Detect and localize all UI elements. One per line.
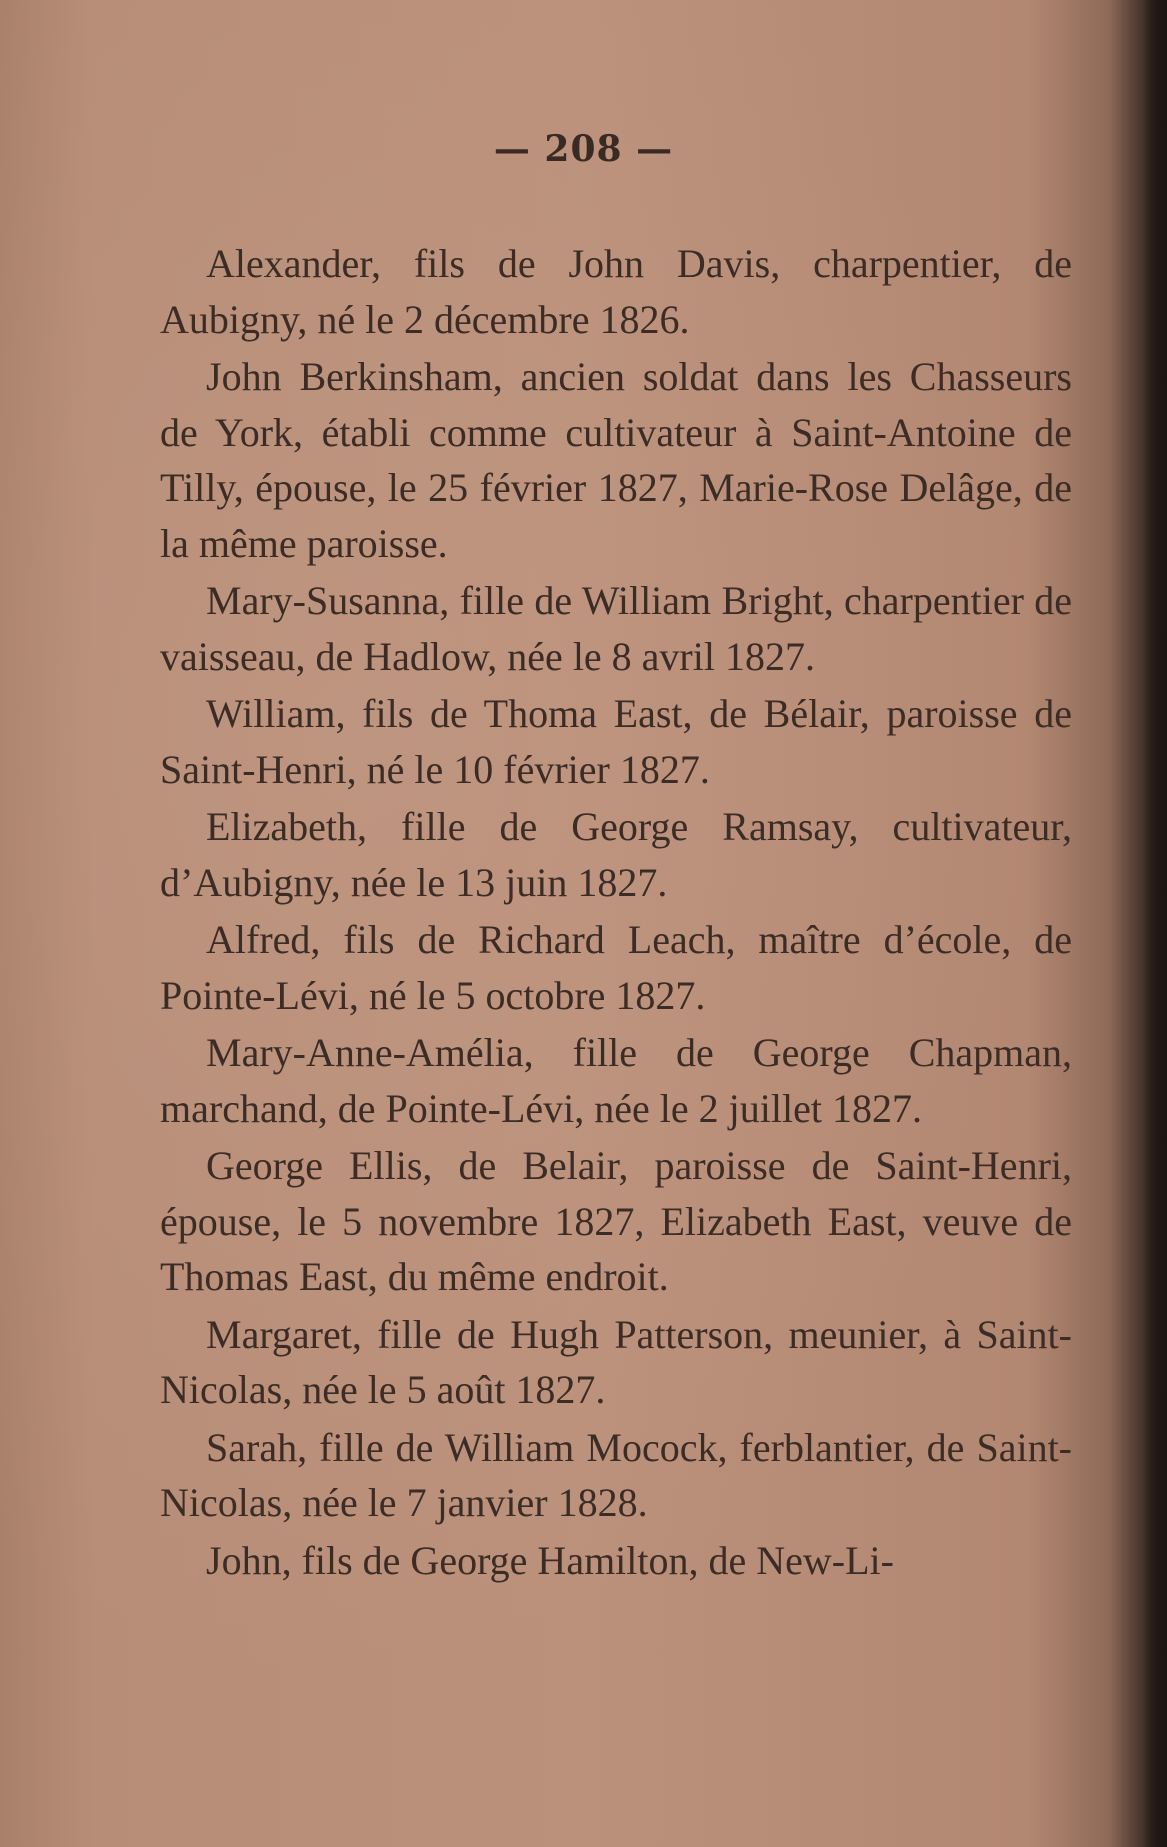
page-number: — 208 —: [493, 128, 674, 170]
register-entry-sarah: Sarah, fille de William Mocock, ferblantier, de Saint-Nicolas, née le 7 janvier 1828.: [160, 1424, 1072, 1525]
register-entry-mary-susanna: Mary-Susanna, fille de William Bright, charpentier de vaisseau, de Hadlow, née le 8 avril 1827.: [160, 578, 1072, 679]
register-entry-margaret: Margaret, fille de Hugh Patterson, meunier, à Saint-Nicolas, née le 5 août 1827.: [160, 1311, 1072, 1412]
register-entry-william: William, fils de Thoma East, de Bélair, paroisse de Saint-Henri, né le 10 février 1827.: [160, 691, 1072, 792]
register-entry-alexander: Alexander, fils de John Davis, charpentier, de Aubigny, né le 2 décembre 1826.: [160, 241, 1072, 342]
register-entry-john: John, fils de George Hamilton, de New-Li-: [206, 1537, 894, 1583]
register-entry-mary-anne-amelia: Mary-Anne-Amélia, fille de George Chapman, marchand, de Pointe-Lévi, née le 2 juillet 1827.: [160, 1030, 1072, 1131]
register-entry-george-ellis: George Ellis, de Belair, paroisse de Saint-Henri, épouse, le 5 novembre 1827, Elizabeth East, veuve de Thomas East, du même endroit.: [160, 1143, 1072, 1299]
book-spine-shadow: [1145, 0, 1167, 1847]
register-entry-john-berkinsham: John Berkinsham, ancien soldat dans les Chasseurs de York, établi comme cultivateur à Saint-Antoine de Tilly, épouse, le 25 février 1827, Marie-Rose Delâge, de la même paroisse.: [160, 354, 1072, 566]
register-entry-alfred: Alfred, fils de Richard Leach, maître d’école, de Pointe-Lévi, né le 5 octobre 1827.: [160, 917, 1072, 1018]
page-body: [160, 236, 1072, 1588]
register-entry-elizabeth: Elizabeth, fille de George Ramsay, cultivateur, d’Aubigny, née le 13 juin 1827.: [160, 804, 1072, 905]
